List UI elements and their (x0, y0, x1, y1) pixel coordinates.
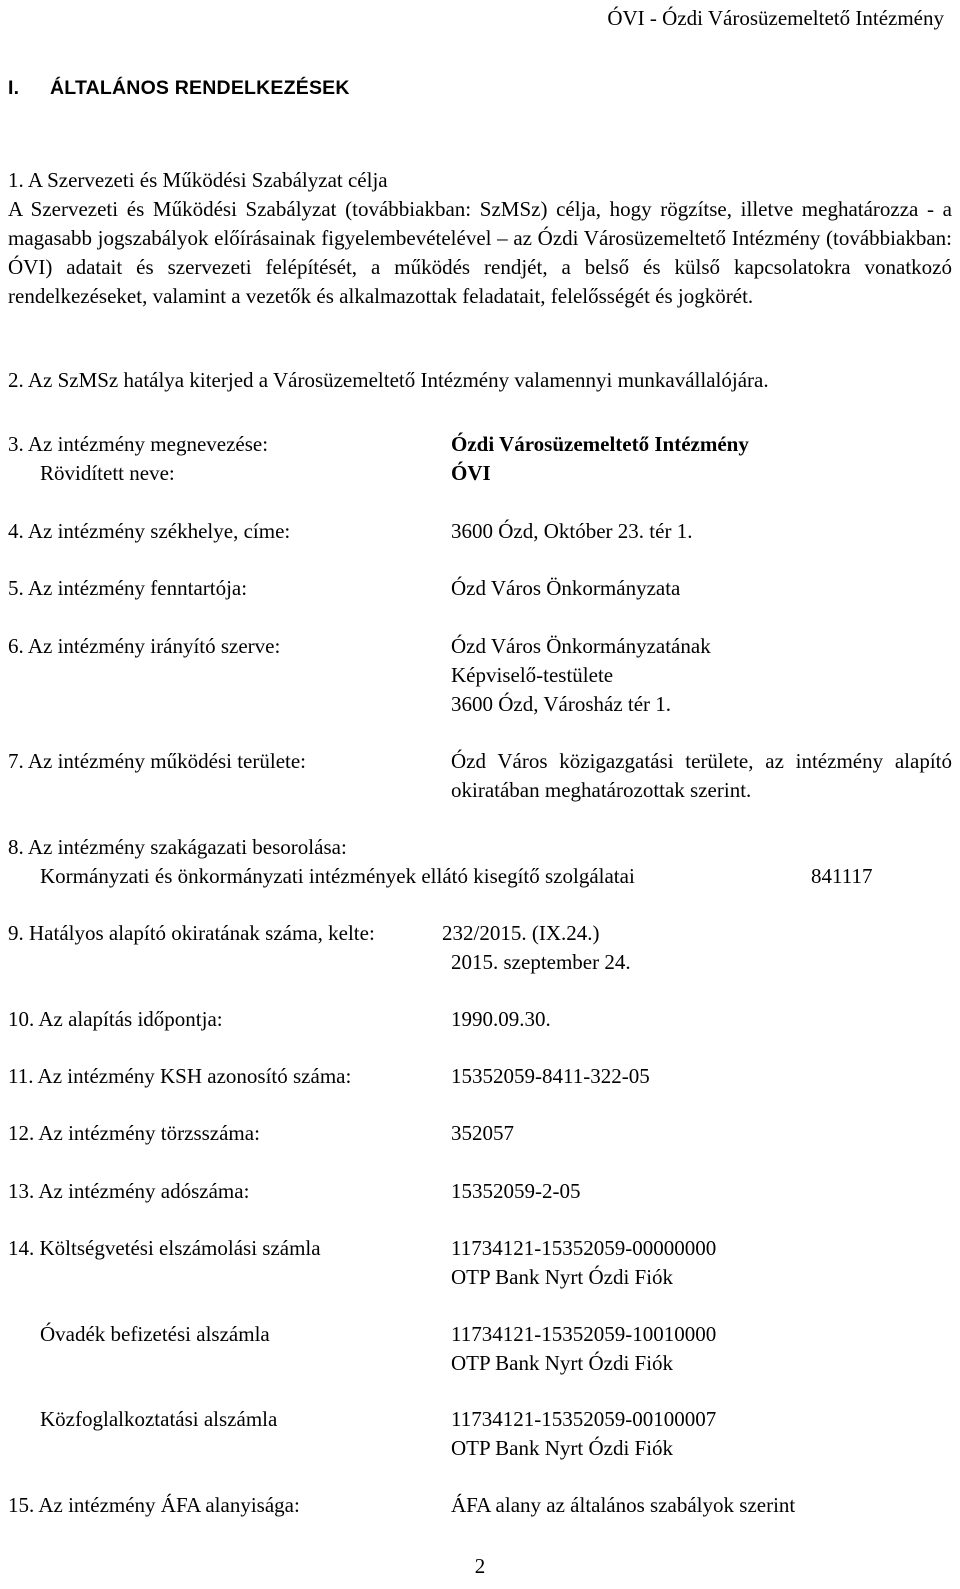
item-4-label: 4. Az intézmény székhelye, címe: (8, 519, 291, 543)
sub-account-number: 11734121-15352059-10010000 (451, 1322, 717, 1346)
item-12-value: 352057 (451, 1121, 514, 1145)
item-8-label: 8. Az intézmény szakágazati besorolása: (8, 835, 347, 859)
running-header: ÓVI - Ózdi Városüzemeltető Intézmény (607, 6, 944, 30)
item-14-label: 14. Költségvetési elszámolási számla (8, 1236, 321, 1260)
item-5-value: Ózd Város Önkormányzata (451, 576, 681, 600)
item-13-value: 15352059-2-05 (451, 1179, 581, 1203)
sub-account-bank: OTP Bank Nyrt Ózdi Fiók (451, 1351, 674, 1375)
sub-account-bank: OTP Bank Nyrt Ózdi Fiók (451, 1436, 674, 1460)
item-8-code: 841117 (811, 864, 873, 888)
item-1-title-text: 1. A Szervezeti és Működési Szabályzat célja (8, 168, 388, 192)
item-2-text: 2. Az SzMSz hatálya kiterjed a Városüzemeltető Intézmény valamennyi munkavállalójára. (8, 368, 769, 392)
item-12-label: 12. Az intézmény törzsszáma: (8, 1121, 260, 1145)
item-6-line-2: Képviselő-testülete (451, 663, 614, 687)
item-4-value: 3600 Ózd, Október 23. tér 1. (451, 519, 693, 543)
item-8-description: Kormányzati és önkormányzati intézmények ellátó kisegítő szolgálatai (40, 864, 635, 888)
item-10-value: 1990.09.30. (451, 1007, 551, 1031)
item-1-body: A Szervezeti és Működési Szabályzat (továbbiakban: SzMSz) célja, hogy rögzítse, illetve meghatározza - a magasabb jogszabályok előírásainak figyelembevételével – az Ózdi Városüzemeltető Intézmény (továbbiakban: ÓVI) adatait és szervezeti felépítését, a működés rendjét, a belső és külső kapcsolatokra vonatkozó rendelkezéseket, valamint a vezetők és alkalmazottak feladatait, felelősségét és jogkörét. (8, 197, 952, 308)
item-6-line-3: 3600 Ózd, Városház tér 1. (451, 692, 672, 716)
sub-account-number: 11734121-15352059-00100007 (451, 1407, 717, 1431)
item-6-line-1: Ózd Város Önkormányzatának (451, 634, 711, 658)
item-3-short-label: Rövidített neve: (40, 461, 175, 485)
item-15-value: ÁFA alany az általános szabályok szerint (451, 1493, 796, 1517)
page-number: 2 (474, 1554, 486, 1578)
item-7-value: Ózd Város közigazgatási területe, az intézmény alapító okiratában meghatározottak szerint. (451, 749, 952, 802)
item-15-label: 15. Az intézmény ÁFA alanyisága: (8, 1493, 300, 1517)
item-6-label: 6. Az intézmény irányító szerve: (8, 634, 281, 658)
item-1-title (8, 166, 952, 195)
section-number: I. (8, 77, 20, 99)
item-5-label: 5. Az intézmény fenntartója: (8, 576, 248, 600)
item-11-value: 15352059-8411-322-05 (451, 1064, 650, 1088)
item-14-account: 11734121-15352059-00000000 (451, 1236, 717, 1260)
item-11-label: 11. Az intézmény KSH azonosító száma: (8, 1064, 352, 1088)
section-heading (8, 74, 350, 102)
item-3-value: Ózdi Városüzemeltető Intézmény (451, 432, 749, 456)
sub-account-label: Közfoglalkoztatási alszámla (40, 1407, 278, 1431)
item-9-value: 232/2015. (IX.24.) (442, 921, 600, 945)
item-10-label: 10. Az alapítás időpontja: (8, 1007, 223, 1031)
item-9-date: 2015. szeptember 24. (451, 950, 631, 974)
item-7-label: 7. Az intézmény működési területe: (8, 749, 306, 773)
item-3-short-value: ÓVI (451, 461, 491, 485)
item-3-label: 3. Az intézmény megnevezése: (8, 432, 269, 456)
sub-account-label: Óvadék befizetési alszámla (40, 1322, 270, 1346)
item-9-label: 9. Hatályos alapító okiratának száma, kelte: (8, 921, 375, 945)
item-13-label: 13. Az intézmény adószáma: (8, 1179, 250, 1203)
section-title: ÁLTALÁNOS RENDELKEZÉSEK (50, 77, 350, 99)
item-14-bank: OTP Bank Nyrt Ózdi Fiók (451, 1265, 674, 1289)
